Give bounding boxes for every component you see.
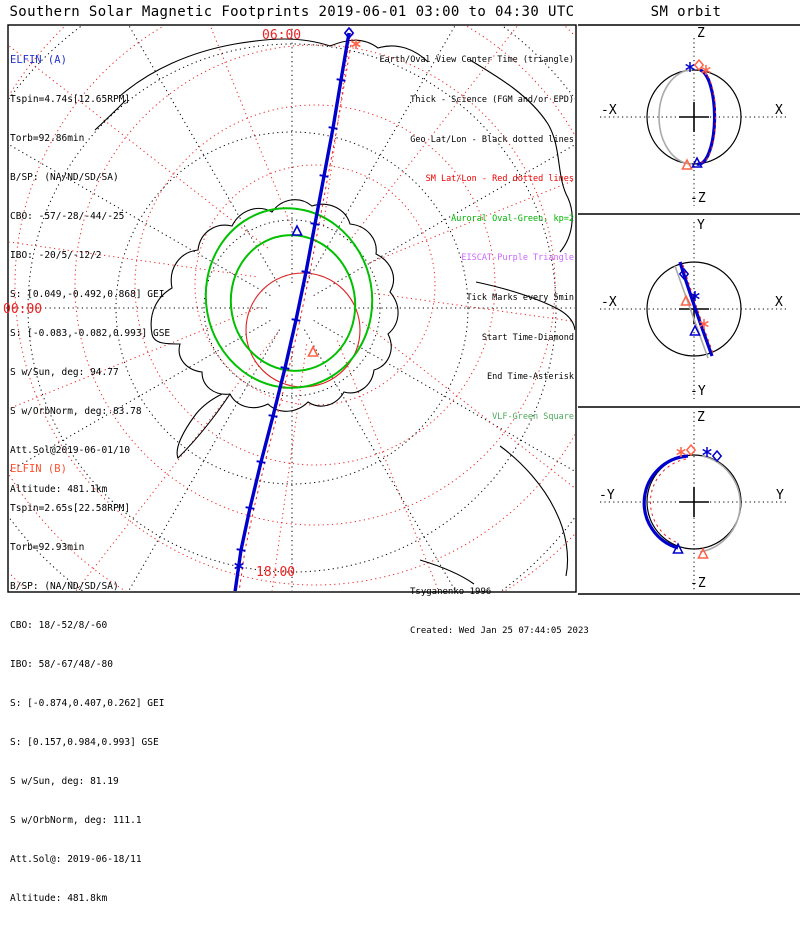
legend-item: VLF-Green Square bbox=[492, 411, 574, 422]
legend-item: Geo Lat/Lon - Black dotted lines bbox=[410, 134, 574, 145]
elfin-a-line: Att.Sol@2019-06-01/10 bbox=[10, 445, 131, 456]
axis-label: Y bbox=[776, 488, 784, 503]
elfin-b-line: Torb=92.93min bbox=[10, 542, 85, 553]
sm-orbit-panel-xy bbox=[600, 222, 788, 399]
elfin-b-line: S: [0.157,0.984,0.993] GSE bbox=[10, 737, 159, 748]
sm-orbit-title: SM orbit bbox=[650, 4, 722, 20]
legend-item: Auroral Oval-Green, kp=2 bbox=[451, 213, 574, 224]
elfin-a-line: Tspin=4.74s[12.65RPM] bbox=[10, 94, 131, 105]
axis-label: -Y bbox=[599, 488, 615, 503]
elfin-a-line: B/SP: (NA/ND/SD/SA) bbox=[10, 172, 119, 183]
axis-label: Z bbox=[697, 26, 705, 41]
axis-label: -Z bbox=[690, 576, 706, 591]
elfin-a-header: ELFIN (A) bbox=[10, 54, 67, 66]
model-credit: Tsyganenko-1996 bbox=[410, 587, 492, 597]
axis-label: -Y bbox=[690, 384, 706, 399]
elfin-a-line: Altitude: 481.1km bbox=[10, 484, 108, 495]
elfin-a-line: S: [-0.083,-0.082,0.993] GSE bbox=[10, 328, 171, 339]
elfin-a-line: Torb=92.86min bbox=[10, 133, 85, 144]
legend-item: SM Lat/Lon - Red dotted lines bbox=[425, 174, 574, 185]
elfin-b-line: Att.Sol@: 2019-06-18/11 bbox=[10, 854, 142, 865]
elfin-a-line: S w/Sun, deg: 94.77 bbox=[10, 367, 119, 378]
credits bbox=[410, 560, 589, 664]
elfin-b-info-block bbox=[10, 437, 164, 931]
axis-label: -Z bbox=[690, 191, 706, 206]
legend-item: Earth/Oval View Center Time (triangle) bbox=[379, 55, 574, 66]
axis-label: -X bbox=[601, 103, 617, 118]
elfin-a-line: IBO: -20/5/-12/2 bbox=[10, 250, 102, 261]
elfin-b-line: Altitude: 481.8km bbox=[10, 893, 108, 904]
elfin-b-line: S w/OrbNorm, deg: 111.1 bbox=[10, 815, 142, 826]
sm-orbit-panel-xz bbox=[600, 38, 788, 206]
legend-item: End Time-Asterisk bbox=[487, 372, 574, 383]
orbit-farside-gray bbox=[700, 456, 740, 552]
legend bbox=[260, 28, 574, 451]
elfin-b-line: B/SP: (NA/ND/SD/SA) bbox=[10, 581, 119, 592]
legend-item: EISCAT-Purple Triangle bbox=[461, 253, 574, 264]
mlt-label-0000: 00:00 bbox=[3, 302, 43, 317]
page-title: Southern Solar Magnetic Footprints 2019-06-01 03:00 to 04:30 UTC bbox=[9, 4, 575, 20]
mlt-label-1800: 18:00 bbox=[256, 565, 296, 580]
elfin-b-line: S: [-0.874,0.407,0.262] GEI bbox=[10, 698, 165, 709]
elfin-a-line: S w/OrbNorm, deg: 83.78 bbox=[10, 406, 142, 417]
legend-item: Tick Marks every 5min bbox=[466, 293, 574, 304]
mlt-label-0600: 06:00 bbox=[262, 28, 302, 43]
sm-orbit-panel-yz bbox=[600, 412, 788, 590]
elfin-b-header: ELFIN (B) bbox=[10, 463, 67, 475]
axis-label: -X bbox=[601, 295, 617, 310]
elfin-b-line: CBO: 18/-52/8/-60 bbox=[10, 620, 108, 631]
legend-item: Start Time-Diamond bbox=[481, 332, 574, 343]
elfin-b-line: Tspin=2.65s[22.58RPM] bbox=[10, 503, 131, 514]
axis-label: Y bbox=[697, 218, 705, 233]
legend-item: Thick - Science (FGM and/or EPD) bbox=[410, 95, 574, 106]
elfin-b-line: IBO: 58/-67/48/-80 bbox=[10, 659, 113, 670]
created-stamp: Created: Wed Jan 25 07:44:05 2023 bbox=[410, 626, 589, 636]
elfin-a-line: S: [0.049,-0.492,0.868] GEI bbox=[10, 289, 165, 300]
axis-label: X bbox=[775, 295, 783, 310]
elfin-a-line: CBO: -57/-28/-44/-25 bbox=[10, 211, 125, 222]
axis-label: Z bbox=[697, 410, 705, 425]
elfin-b-line: S w/Sun, deg: 81.19 bbox=[10, 776, 119, 787]
axis-label: X bbox=[775, 103, 783, 118]
orbit-farside-gray bbox=[675, 266, 708, 358]
